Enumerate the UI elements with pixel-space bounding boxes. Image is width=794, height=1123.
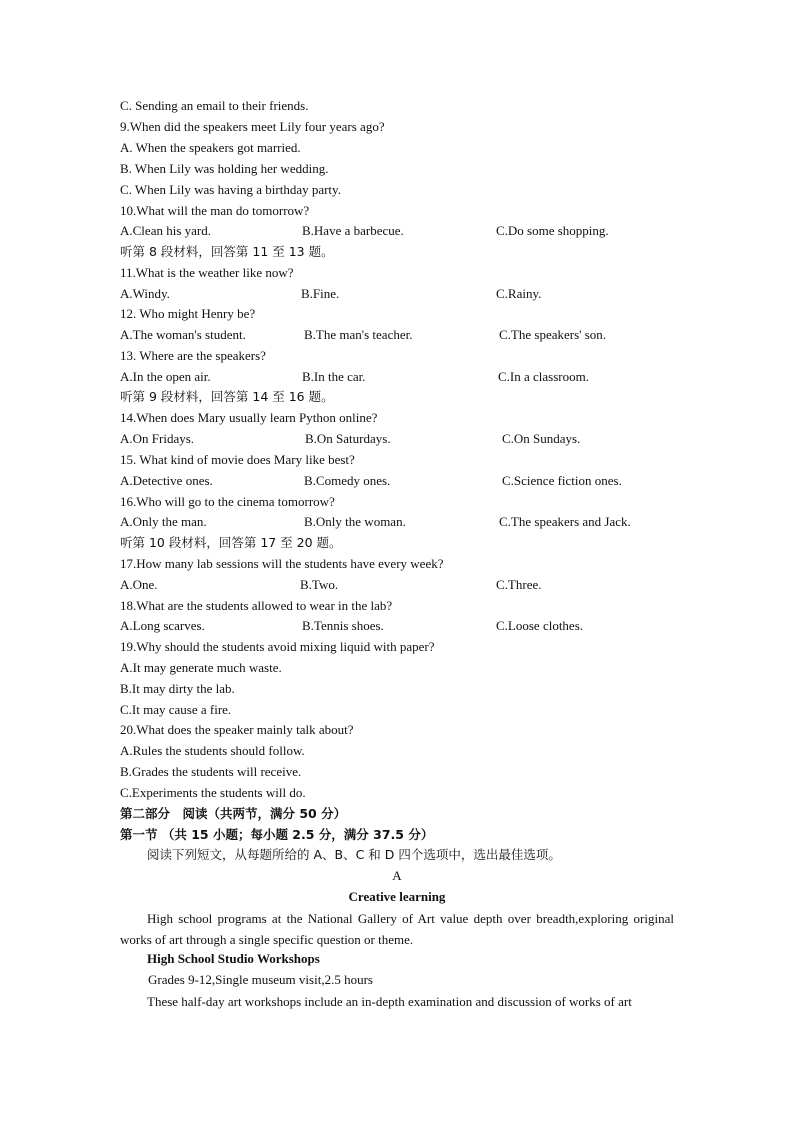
q14-option-c: C.On Sundays. bbox=[502, 431, 581, 446]
q17-option-b: B.Two. bbox=[300, 577, 339, 592]
passage-letter: A bbox=[392, 868, 402, 883]
q17-question: 17.How many lab sessions will the students have every week? bbox=[120, 556, 444, 571]
q15-option-a: A.Detective ones. bbox=[120, 473, 213, 488]
q14-question: 14.When does Mary usually learn Python online? bbox=[120, 410, 378, 425]
q17-option-c: C.Three. bbox=[496, 577, 542, 592]
section-9-instruction: 听第 9 段材料，回答第 14 至 16 题。 bbox=[120, 389, 334, 404]
q9-option-c: C. When Lily was having a birthday party. bbox=[120, 182, 341, 197]
q10-option-c: C.Do some shopping. bbox=[496, 223, 609, 238]
q20-option-a: A.Rules the students should follow. bbox=[120, 743, 305, 758]
q19-option-a: A.It may generate much waste. bbox=[120, 660, 282, 675]
q20-question: 20.What does the speaker mainly talk about? bbox=[120, 722, 354, 737]
q19-question: 19.Why should the students avoid mixing liquid with paper? bbox=[120, 639, 435, 654]
q16-question: 16.Who will go to the cinema tomorrow? bbox=[120, 494, 335, 509]
q16-option-b: B.Only the woman. bbox=[304, 514, 406, 529]
reading-part-heading: 第二部分 阅读（共两节，满分 50 分） bbox=[120, 806, 347, 821]
q12-option-a: A.The woman's student. bbox=[120, 327, 246, 342]
section-8-instruction: 听第 8 段材料，回答第 11 至 13 题。 bbox=[120, 244, 334, 259]
q10-question: 10.What will the man do tomorrow? bbox=[120, 203, 310, 218]
q20-option-b: B.Grades the students will receive. bbox=[120, 764, 302, 779]
q13-question: 13. Where are the speakers? bbox=[120, 348, 266, 363]
reading-section-heading: 第一节 （共 15 小题；每小题 2.5 分，满分 37.5 分） bbox=[120, 827, 434, 842]
q19-option-c: C.It may cause a fire. bbox=[120, 702, 232, 717]
q15-option-c: C.Science fiction ones. bbox=[502, 473, 622, 488]
q8-option-c: C. Sending an email to their friends. bbox=[120, 98, 309, 113]
q13-option-c: C.In a classroom. bbox=[498, 369, 589, 384]
q9-option-b: B. When Lily was holding her wedding. bbox=[120, 161, 329, 176]
q13-option-b: B.In the car. bbox=[302, 369, 366, 384]
q16-option-a: A.Only the man. bbox=[120, 514, 207, 529]
q11-option-b: B.Fine. bbox=[301, 286, 340, 301]
passage-intro: High school programs at the National Gallery of Art value depth over breadth,exploring original works of art through a single specific question or theme. bbox=[120, 911, 674, 947]
q12-option-b: B.The man's teacher. bbox=[304, 327, 413, 342]
q19-option-b: B.It may dirty the lab. bbox=[120, 681, 235, 696]
q11-option-a: A.Windy. bbox=[120, 286, 170, 301]
q11-option-c: C.Rainy. bbox=[496, 286, 542, 301]
passage-title: Creative learning bbox=[348, 889, 446, 904]
q11-question: 11.What is the weather like now? bbox=[120, 265, 294, 280]
workshop-grades: Grades 9-12,Single museum visit,2.5 hours bbox=[148, 972, 373, 987]
q10-option-b: B.Have a barbecue. bbox=[302, 223, 404, 238]
q12-question: 12. Who might Henry be? bbox=[120, 306, 256, 321]
q15-question: 15. What kind of movie does Mary like best? bbox=[120, 452, 355, 467]
q14-option-a: A.On Fridays. bbox=[120, 431, 195, 446]
workshop-subheading: High School Studio Workshops bbox=[147, 951, 320, 966]
q13-option-a: A.In the open air. bbox=[120, 369, 211, 384]
section-10-instruction: 听第 10 段材料，回答第 17 至 20 题。 bbox=[120, 535, 342, 550]
q18-option-a: A.Long scarves. bbox=[120, 618, 205, 633]
q17-option-a: A.One. bbox=[120, 577, 158, 592]
q18-question: 18.What are the students allowed to wear in the lab? bbox=[120, 598, 393, 613]
q14-option-b: B.On Saturdays. bbox=[305, 431, 391, 446]
q15-option-b: B.Comedy ones. bbox=[304, 473, 391, 488]
workshop-description: These half-day art workshops include an in-depth examination and discussion of works of art bbox=[147, 994, 632, 1009]
q12-option-c: C.The speakers' son. bbox=[499, 327, 607, 342]
reading-instruction: 阅读下列短文，从每题所给的 A、B、C 和 D 四个选项中，选出最佳选项。 bbox=[147, 847, 561, 862]
q18-option-b: B.Tennis shoes. bbox=[302, 618, 384, 633]
q9-option-a: A. When the speakers got married. bbox=[120, 140, 301, 155]
q20-option-c: C.Experiments the students will do. bbox=[120, 785, 306, 800]
q18-option-c: C.Loose clothes. bbox=[496, 618, 584, 633]
q10-option-a: A.Clean his yard. bbox=[120, 223, 211, 238]
q9-question: 9.When did the speakers meet Lily four years ago? bbox=[120, 119, 385, 134]
q16-option-c: C.The speakers and Jack. bbox=[499, 514, 631, 529]
